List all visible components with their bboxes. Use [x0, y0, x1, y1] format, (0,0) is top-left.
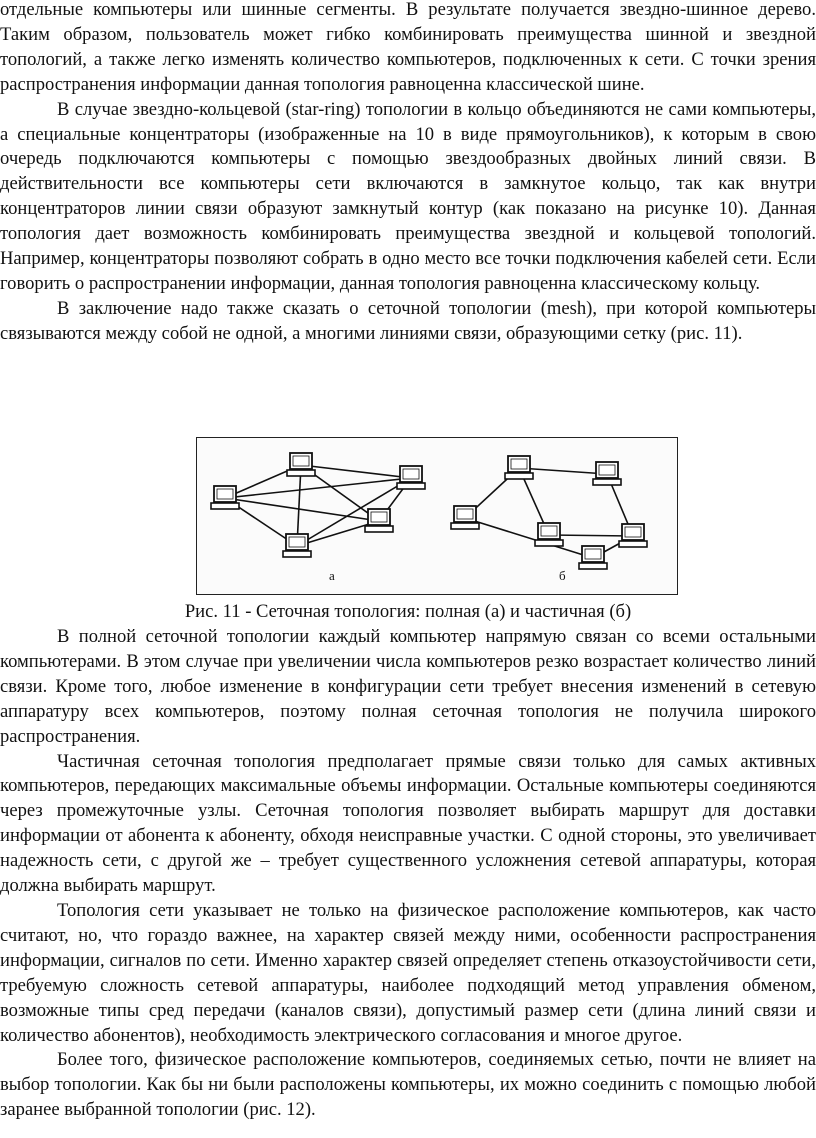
computer-icon: [211, 486, 239, 509]
computer-icon: [593, 462, 621, 485]
computer-icon: [287, 453, 315, 476]
figure-label-b: б: [559, 568, 566, 583]
full-mesh-computers: [211, 453, 425, 557]
figure-label-a: а: [329, 568, 335, 583]
computer-icon: [535, 523, 563, 546]
figure-caption: Рис. 11 - Сеточная топология: полная (а) и частичная (б): [184, 601, 632, 622]
full-mesh-links: [225, 465, 411, 546]
computer-icon: [283, 534, 311, 557]
text-block-top: [0, 0, 816, 347]
computer-icon: [505, 456, 533, 479]
mesh-diagram: [197, 438, 677, 594]
text-block-bottom: [0, 625, 816, 1123]
computer-icon: [619, 524, 647, 547]
mesh-topology-figure: [196, 437, 678, 595]
paragraph: В заключение надо также сказать о сеточной топологии (mesh), при которой компьютеры связываются между собой не одной, а многими линиями связи, образующими сетку (рис. 11).: [0, 297, 816, 344]
computer-icon: [365, 509, 393, 532]
paragraph: Более того, физическое расположение компьютеров, соединяемых сетью, почти не влияет на выбор топологии. Как бы ни были расположены компьютеры, их можно соединить с помощью любой заранее выбранной топологии (рис. 12).: [0, 1049, 816, 1121]
paragraph: В полной сеточной топологии каждый компьютер напрямую связан со всеми остальными компьютерами. В этом случае при увеличении числа компьютеров резко возрастает количество линий связи. Кроме того, любое изменение в конфигурации сети требует внесения изменений в сетевую аппаратуру всех компьютеров, поэтому полная сеточная топология не получила широкого распространения.: [0, 626, 816, 747]
paragraph: Частичная сеточная топология предполагает прямые связи только для самых активных компьютеров, передающих максимальные объемы информации. Остальные компьютеры соединяются через промежуточные узлы. Сеточная топология позволяет выбирать маршрут для доставки информации от абонента к абоненту, обходя неисправные участки. С одной стороны, это увеличивает надежность сети, с другой же – требует существенного усложнения сетевой аппаратуры, которая должна выбирать маршрут.: [0, 750, 816, 897]
partial-mesh-computers: [451, 456, 647, 569]
paragraph: Топология сети указывает не только на физическое расположение компьютеров, как часто считают, но, что гораздо важнее, на характер связей между ними, особенности распространения информации, сигналов по сети. Именно характер связей определяет степень отказоустойчивости сети, требуемую сложность сетевой аппаратуры, наиболее подходящий метод управления обменом, возможные типы сред передачи (каналов связи), допустимый размер сети (длина линий связи и количество абонентов), необходимость электрического согласования и многое другое.: [0, 899, 816, 1046]
computer-icon: [579, 546, 607, 569]
computer-icon: [397, 466, 425, 489]
paragraph: В случае звездно-кольцевой (star-ring) топологии в кольцо объединяются не сами компьютеры, а специальные концентраторы (изображенные на 10 в виде прямоугольников), к которым в свою очередь подключаются компьютеры с помощью звездообразных двойных линий связи. В действительности все компьютеры сети включаются в замкнутое кольцо, так как внутри концентраторов линии связи образуют замкнутый контур (как показано на рисунке 10). Данная топология дает возможность комбинировать преимущества звездной и кольцевой топологий. Например, концентраторы позволяют собрать в одно место все точки подключения кабелей сети. Если говорить о распространении информации, данная топология равноценна классическому кольцу.: [0, 98, 816, 294]
paragraph: отдельные компьютеры или шинные сегменты. В результате получается звездно-шинное дерево. Таким образом, пользователь может гибко комбинировать преимущества шинной и звездной топологий, а также легко изменять количество компьютеров, подключенных к сети. С точки зрения распространения информации данная топология равноценна классической шине.: [0, 0, 816, 95]
computer-icon: [451, 506, 479, 529]
